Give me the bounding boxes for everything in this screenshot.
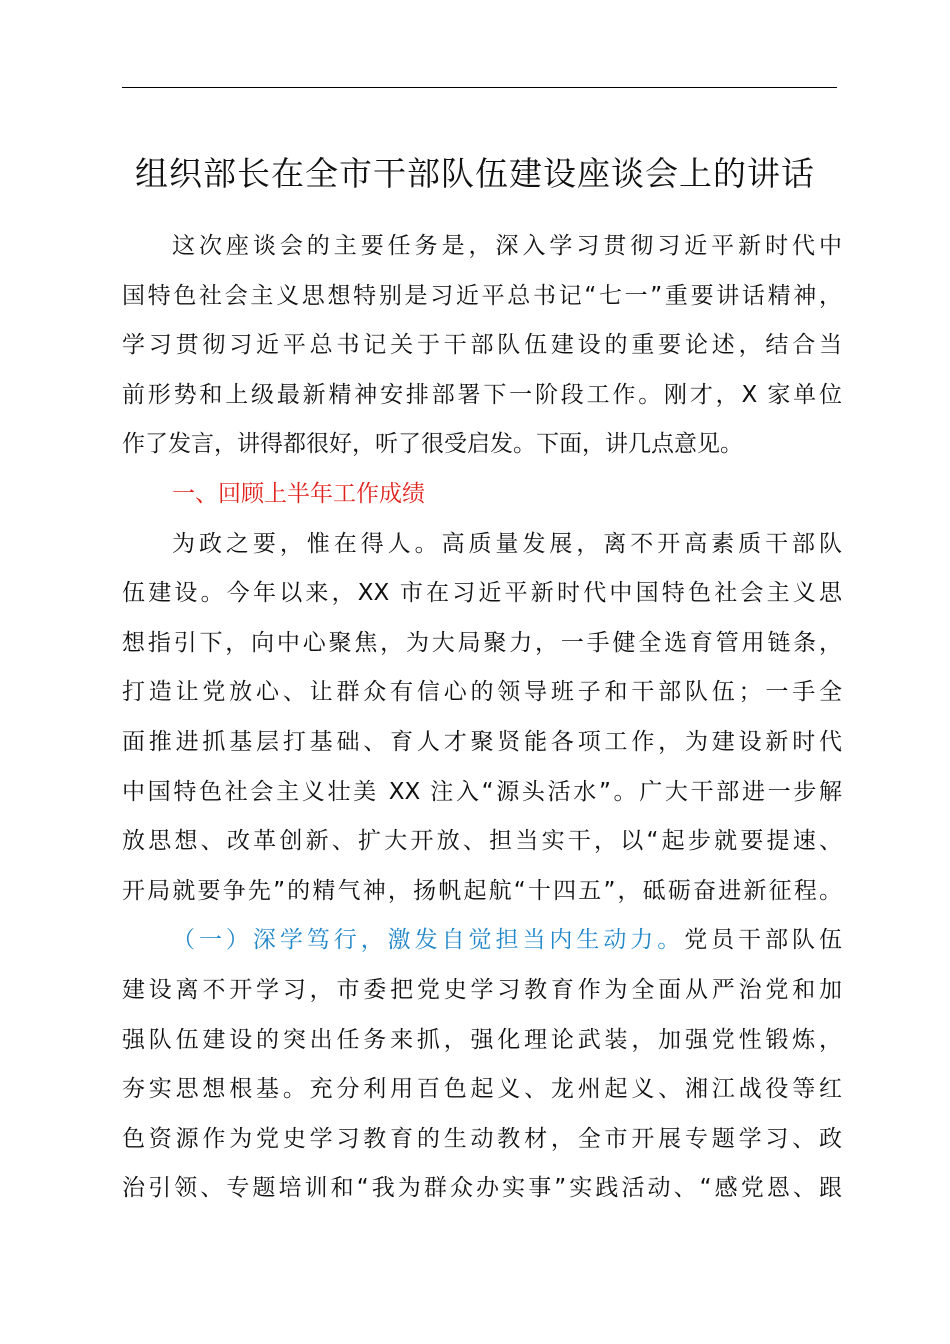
paragraph-line: 治引领、专题培训和“我为群众办实事”实践活动、“感党恩、跟 [122,1175,842,1202]
paragraph-line: 放思想、改革创新、扩大开放、担当实干，以“起步就要提速、 [122,828,842,855]
paragraph-line: 开局就要争先”的精气神，扬帆起航“十四五”，砥砺奋进新征程。 [122,877,842,904]
paragraph-line: 为政之要，惟在得人。高质量发展，离不开高素质干部队 [172,530,842,557]
section-heading: 一、回顾上半年工作成绩 [172,480,425,507]
document-body [122,222,842,1214]
paragraph-line: 建设离不开学习，市委把党史学习教育作为全面从严治党和加 [122,976,842,1003]
paragraph-line: 打造让党放心、让群众有信心的领导班子和干部队伍；一手全 [122,679,842,706]
paragraph-line: 强队伍建设的突出任务来抓，强化理论武装，加强党性锻炼， [122,1026,842,1053]
document-title: 组织部长在全市干部队伍建设座谈会上的讲话 [135,154,815,193]
paragraph-line: 夯实思想根基。充分利用百色起义、龙州起义、湘江战役等红 [122,1076,842,1103]
paragraph-line: 前形势和上级最新精神安排部署下一阶段工作。刚才，X 家单位 [122,381,842,408]
paragraph-line: 作了发言，讲得都很好，听了很受启发。下面，讲几点意见。 [122,431,743,458]
header-rule [122,87,837,88]
subsection-lead-text: 党员干部队伍 [684,927,843,954]
subsection-heading: （一）深学笃行，激发自觉担当内生动力。 [172,927,685,954]
paragraph-line: 国特色社会主义思想特别是习近平总书记“七一”重要讲话精神， [122,282,842,309]
paragraph-line: 伍建设。今年以来，XX 市在习近平新时代中国特色社会主义思 [122,580,842,607]
subsection-line [122,916,842,966]
paragraph-line: 这次座谈会的主要任务是，深入学习贯彻习近平新时代中 [172,233,842,259]
paragraph-line: 中国特色社会主义壮美 XX 注入“源头活水”。广大干部进一步解 [122,778,842,805]
paragraph-line: 学习贯彻习近平总书记关于干部队伍建设的重要论述，结合当 [122,332,842,359]
paragraph-line: 面推进抓基层打基础、育人才聚贤能各项工作，为建设新时代 [122,728,842,755]
paragraph-line: 色资源作为党史学习教育的生动教材，全市开展专题学习、政 [122,1125,842,1152]
paragraph-line: 想指引下，向中心聚焦，为大局聚力，一手健全选育管用链条， [122,629,842,656]
